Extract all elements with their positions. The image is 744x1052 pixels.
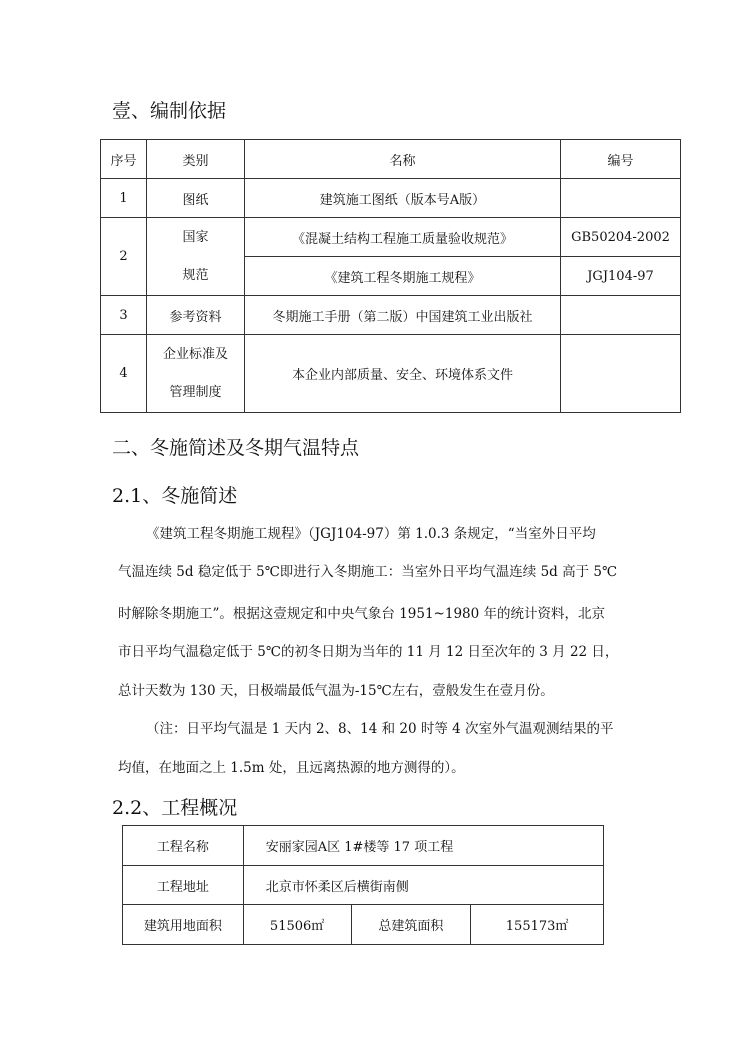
header-cell: 编号 — [561, 140, 681, 179]
cell-name: 本企业内部质量、安全、环境体系文件 — [245, 335, 561, 413]
table-row — [101, 179, 681, 218]
label-cell: 工程地址 — [123, 866, 244, 905]
table-row — [101, 335, 681, 413]
cell-category — [147, 218, 245, 296]
project-overview-table — [122, 825, 604, 945]
section-heading: 二、冬施简述及冬期气温特点 — [112, 437, 360, 459]
note-line: 均值，在地面之上 1.5m 处，且远离热源的地方测得的）。 — [118, 760, 465, 776]
category-line: 规范 — [182, 267, 209, 283]
cell-category: 图纸 — [147, 179, 245, 218]
table-row — [101, 296, 681, 335]
value-cell: 北京市怀柔区后横街南侧 — [243, 866, 603, 905]
category-line: 企业标准及 — [162, 346, 228, 362]
label-cell: 工程名称 — [123, 826, 244, 866]
cell-name: 建筑施工图纸（版本号A版） — [245, 179, 561, 218]
basis-table — [100, 139, 681, 413]
cell-no: 1 — [101, 179, 147, 218]
cell-code — [561, 335, 681, 413]
section-heading: 壹、编制依据 — [112, 100, 227, 122]
cell-code: GB50204-2002 — [561, 218, 681, 257]
cell-name: 《建筑工程冬期施工规程》 — [245, 257, 561, 296]
value-cell: 安丽家园A区 1#楼等 17 项工程 — [243, 826, 603, 866]
table-row — [101, 218, 681, 257]
category-line: 国家 — [182, 229, 209, 245]
table-row — [123, 826, 604, 866]
cell-category: 参考资料 — [147, 296, 245, 335]
label-cell: 建筑用地面积 — [123, 905, 244, 945]
value-cell: 51506㎡ — [243, 905, 351, 945]
table-row — [123, 866, 604, 905]
paragraph-line: 总计天数为 130 天，日极端最低气温为-15℃左右，壹般发生在壹月份。 — [118, 683, 554, 699]
table-row — [123, 905, 604, 945]
note-line: （注：日平均气温是 1 天内 2、8、14 和 20 时等 4 次室外气温观测结果的平 — [146, 721, 614, 737]
subsection-heading: 2.2、工程概况 — [112, 797, 238, 819]
cell-category — [147, 335, 245, 413]
table-header-row — [101, 140, 681, 179]
cell-code: JGJ104-97 — [561, 257, 681, 296]
paragraph-line: 《建筑工程冬期施工规程》（JGJ104-97）第 1.0.3 条规定，“当室外日平均 — [146, 526, 596, 542]
cell-code — [561, 296, 681, 335]
header-cell: 序号 — [101, 140, 147, 179]
cell-name: 《混凝土结构工程施工质量验收规范》 — [245, 218, 561, 257]
label-cell: 总建筑面积 — [351, 905, 471, 945]
category-line: 管理制度 — [169, 384, 222, 400]
cell-no: 4 — [101, 335, 147, 413]
cell-no: 2 — [101, 218, 147, 296]
paragraph-line: 时解除冬期施工”。根据这壹规定和中央气象台 1951~1980 年的统计资料，北京 — [118, 606, 606, 622]
subsection-heading: 2.1、冬施简述 — [112, 485, 238, 507]
paragraph-line: 气温连续 5d 稳定低于 5℃即进行入冬期施工：当室外日平均气温连续 5d 高于 5℃ — [118, 564, 618, 580]
header-cell: 类别 — [147, 140, 245, 179]
value-cell: 155173㎡ — [471, 905, 604, 945]
cell-name: 冬期施工手册（第二版）中国建筑工业出版社 — [245, 296, 561, 335]
cell-no: 3 — [101, 296, 147, 335]
paragraph-line: 市日平均气温稳定低于 5℃的初冬日期为当年的 11 月 12 日至次年的 3 月 22 日， — [118, 644, 619, 660]
header-cell: 名称 — [245, 140, 561, 179]
cell-code — [561, 179, 681, 218]
